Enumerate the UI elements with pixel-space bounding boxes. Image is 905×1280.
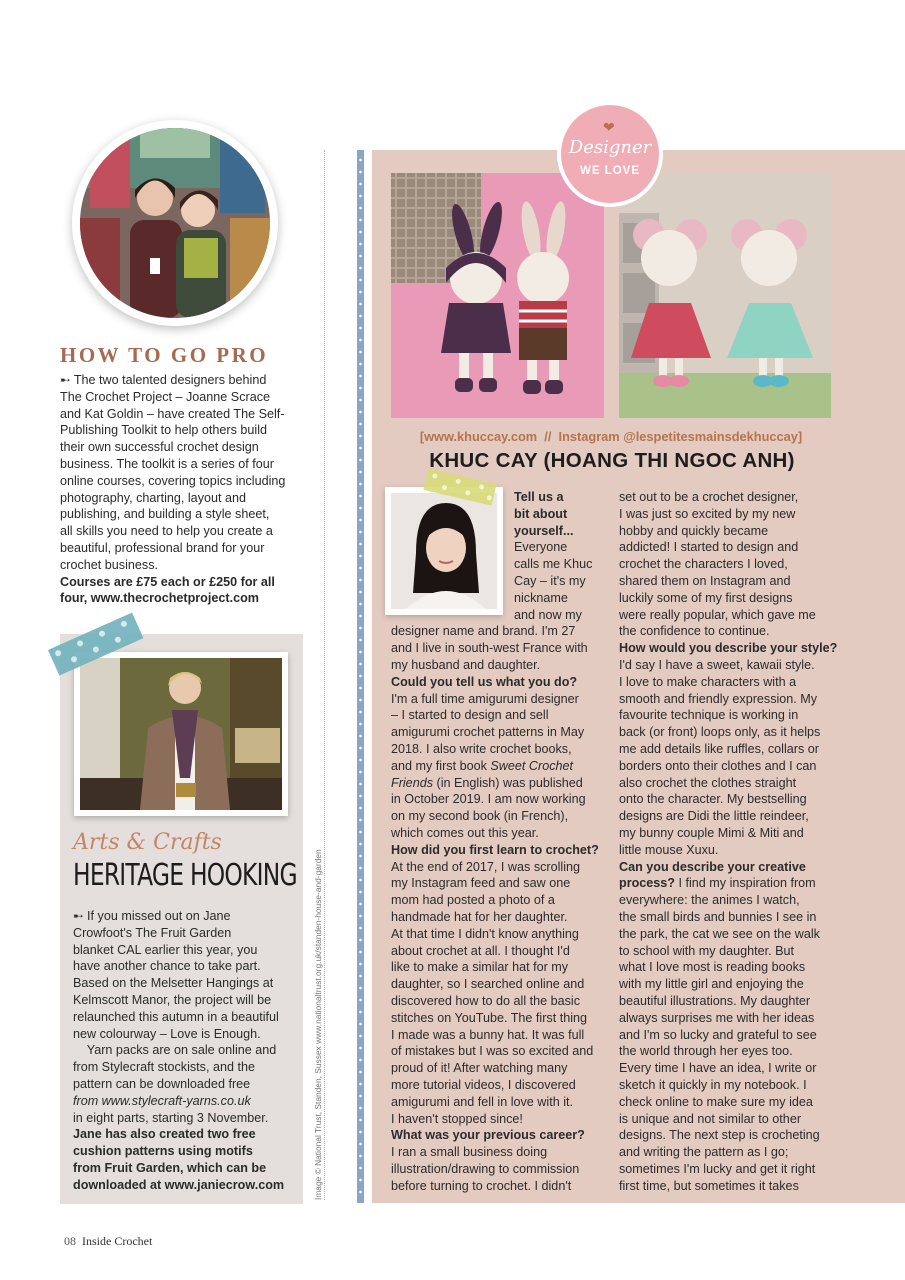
pro-line: business. The toolkit is a series of four — [60, 456, 274, 471]
heart-icon: ❤ — [603, 119, 615, 135]
heritage-line: Based on the Melsetter Hangings at — [73, 976, 274, 991]
col2-line: the world through her eyes too. — [619, 1044, 793, 1059]
arts-and-crafts-label: Arts & Crafts — [73, 830, 222, 855]
col2-line: shared them on Instagram and — [619, 574, 791, 588]
col1-line: my husband and daughter. — [391, 658, 541, 672]
col1-line: bit about — [514, 506, 568, 521]
col1-line: mom had posted a photo of a — [391, 893, 555, 908]
col2-line: to school with my daughter. But — [619, 943, 795, 958]
heritage-line: pattern can be downloaded free — [73, 1076, 251, 1091]
col1-line: At the end of 2017, I was scrolling — [391, 859, 581, 874]
pro-line: crochet business. — [60, 557, 159, 572]
bunny-couple-illustration — [391, 173, 604, 418]
heritage-line: Crowfoot's The Fruit Garden — [73, 925, 232, 940]
col2-line: everywhere: the animes I watch, — [619, 893, 800, 908]
col2-line: sometimes I'm lucky and get it right — [619, 1162, 816, 1176]
col1-line: What was your previous career? — [391, 1128, 585, 1143]
col1-line: Could you tell us what you do? — [391, 674, 578, 689]
col1-line: my Instagram feed and saw one — [391, 876, 571, 891]
col2-line: also crochet the clothes straight — [619, 775, 797, 790]
heritage-line: from www.stylecraft-yarns.co.uk — [73, 1093, 251, 1108]
badge-script: Designer — [568, 137, 652, 158]
col1-line: calls me Khuc — [514, 557, 593, 572]
pro-line: their own successful crochet design — [60, 440, 259, 455]
pro-line: photography, charting, layout and — [60, 490, 247, 505]
col1-line: and now my — [514, 607, 582, 622]
designers-photo-illustration — [80, 128, 270, 318]
col1-line: designer name and brand. I'm 27 — [391, 624, 576, 639]
col1-line: Everyone — [514, 540, 568, 555]
col2-line: were really popular, which gave me — [619, 607, 816, 622]
col2-line: the park, the cat we see on the walk — [619, 926, 820, 941]
col2-line: borders onto their clothes and I can — [619, 758, 817, 773]
heritage-bold-line: from Fruit Garden, which can be — [73, 1160, 267, 1175]
bunny-couple-photo — [391, 173, 604, 418]
pro-line: publishing, and building a style sheet, — [60, 507, 270, 522]
col1-line: I'm a full time amigurumi designer — [391, 691, 579, 706]
designer-name-heading: KHUC CAY (HOANG THI NGOC ANH) — [429, 449, 795, 472]
heritage-line: from Stylecraft stockists, and the — [73, 1060, 255, 1075]
col2-line: back (or front) loops only, as it helps — [619, 725, 821, 740]
col2-line: designs are Didi the little reindeer, — [619, 809, 809, 824]
col2-line: always surprises me with her ideas — [619, 1010, 815, 1025]
jane-crowfoot-photo — [74, 652, 288, 816]
col1-line: like to make a similar hat for my — [391, 960, 569, 975]
col1-line: illustration/drawing to commission — [391, 1162, 580, 1176]
designers-photo — [72, 120, 278, 326]
col2-line: How would you describe your style? — [619, 641, 838, 656]
col1-line: before turning to crochet. I didn't — [391, 1178, 572, 1193]
col2-line: my bunny couple Mimi & Miti and — [619, 826, 804, 840]
col2-line: set out to be a crochet designer, — [619, 490, 799, 504]
col2-line: little mouse Xuxu. — [619, 842, 719, 857]
col2-line: with my little girl and enjoying the — [619, 977, 804, 992]
image-credit: Image © National Trust, Standen, Sussex www.nationaltrust.org.uk/standen-house-and-garden — [313, 849, 323, 1200]
col2-line: process? I find my inspiration from — [619, 876, 816, 891]
col1-line: about crochet at all. I thought I'd — [391, 943, 570, 958]
khuc-cay-portrait — [385, 487, 503, 615]
heritage-line: have another chance to take part. — [73, 959, 261, 974]
heritage-hooking-title: HERITAGE HOOKING — [73, 858, 297, 893]
col1-line: in October 2019. I am now working — [391, 792, 586, 807]
col1-line: and my first book Sweet Crochet — [391, 758, 574, 773]
stripe-dots — [358, 154, 363, 1200]
col1-line: yourself... — [514, 523, 574, 538]
col2-line: Every time I have an idea, I write or — [619, 1061, 817, 1076]
col2-line: first time, but sometimes it takes — [619, 1178, 799, 1193]
col1-line: which comes out this year. — [391, 826, 539, 840]
magazine-name: Inside Crochet — [82, 1234, 153, 1248]
col1-line: on my second book (in French), — [391, 809, 569, 824]
badge-caption: WE LOVE — [579, 165, 641, 177]
heritage-hooking-text — [73, 908, 295, 1194]
col2-line: addicted! I started to design and — [619, 540, 799, 555]
col1-line: amigurumi and fell in love with it. — [391, 1094, 573, 1109]
col2-line: hobby and quickly became — [619, 523, 769, 538]
mouse-dolls-photo — [619, 173, 831, 418]
col1-line: 2018. I also write crochet books, — [391, 742, 572, 756]
col1-line: Friends (in English) was published — [391, 775, 583, 790]
pro-line: beautiful, professional brand for your — [60, 540, 265, 555]
col2-line: onto the character. My bestselling — [619, 792, 807, 807]
col1-line: stitches on YouTube. The first thing — [391, 1010, 588, 1025]
mouse-dolls-illustration — [619, 173, 831, 418]
heritage-line: new colourway – Love is Enough. — [73, 1026, 261, 1041]
col1-line: more tutorial videos, I discovered — [391, 1078, 576, 1092]
col2-line: the confidence to continue. — [619, 624, 770, 639]
col1-line: proud of it! After watching many — [391, 1061, 568, 1076]
designer-we-love-badge — [557, 101, 663, 207]
heritage-line: ➸ If you missed out on Jane — [73, 909, 231, 923]
col1-line: handmade hat for her daughter. — [391, 910, 568, 924]
col1-line: of mistakes but I was so excited and — [391, 1044, 594, 1059]
col1-line: daughter, so I searched online and — [391, 977, 585, 992]
col1-line: Cay – it's my — [514, 574, 586, 588]
col1-line: discovered how to do all the basic — [391, 994, 581, 1008]
pro-line: and Kat Goldin – have created The Self- — [60, 406, 285, 421]
col2-line: luckily some of my first designs — [619, 590, 793, 605]
col2-line: smooth and friendly expression. My — [619, 691, 818, 706]
col1-line: nickname — [514, 590, 568, 605]
col1-line: – I started to design and sell — [391, 708, 549, 723]
col1-line: and I live in south-west France with — [391, 641, 588, 656]
col2-line: designs. The next step is crocheting — [619, 1128, 820, 1143]
col1-line: How did you first learn to crochet? — [391, 842, 599, 857]
heritage-line: in eight parts, starting 3 November. — [73, 1110, 269, 1125]
col2-line: crochet the characters I loved, — [619, 557, 788, 572]
pro-bold-line: four, www.thecrochetproject.com — [60, 591, 259, 606]
pro-line: Publishing Toolkit to help others build — [60, 423, 267, 438]
col2-line: and I'm so lucky and grateful to see — [619, 1027, 817, 1042]
designer-web-links: [www.khuccay.com // Instagram @lespetitesmainsdekhuccay] — [419, 429, 803, 444]
pro-line: online courses, covering topics including — [60, 473, 286, 488]
pro-line: The Crochet Project – Joanne Scrace — [60, 389, 271, 404]
jane-crowfoot-illustration — [80, 658, 282, 810]
col1-line: I made was a bunny hat. It was full — [391, 1027, 585, 1042]
pro-line: ➸ The two talented designers behind — [60, 373, 267, 387]
col1-line: I ran a small business doing — [391, 1145, 548, 1160]
col2-line: I love to make characters with a — [619, 674, 797, 689]
page-footer — [64, 1234, 152, 1249]
col2-line: and writing the pattern as I go; — [619, 1145, 789, 1160]
col2-line: is unique and not similar to other — [619, 1111, 802, 1126]
col2-line: Can you describe your creative — [619, 859, 806, 874]
portrait-illustration — [391, 493, 497, 609]
heritage-bold-line: downloaded at www.janiecrow.com — [73, 1177, 285, 1192]
heritage-bold-line: cushion patterns using motifs — [73, 1144, 253, 1159]
col2-line: me add details like ruffles, collars or — [619, 742, 819, 756]
pro-bold-line: Courses are £75 each or £250 for all — [60, 574, 275, 589]
col2-line: favourite technique is working in — [619, 708, 799, 723]
col1-line: At that time I didn't know anything — [391, 926, 579, 941]
heritage-line: Yarn packs are on sale online and — [73, 1043, 277, 1058]
col2-line: sketch it quickly in my notebook. I — [619, 1078, 807, 1092]
col2-line: I was just so excited by my new — [619, 506, 796, 521]
col2-line: check online to make sure my idea — [619, 1094, 813, 1109]
pro-line: all skills you need to help you create a — [60, 524, 273, 539]
heritage-line: Kelmscott Manor, the project will be — [73, 992, 272, 1007]
how-to-go-pro-heading: HOW TO GO PRO — [60, 343, 269, 367]
heritage-line: blanket CAL earlier this year, you — [73, 942, 258, 957]
how-to-go-pro-text — [60, 372, 306, 607]
col1-line: I haven't stopped since! — [391, 1111, 523, 1126]
heritage-bold-line: Jane has also created two free — [73, 1127, 256, 1142]
col2-line: I'd say I have a sweet, kawaii style. — [619, 658, 815, 672]
col2-line: what I love most is reading books — [619, 960, 806, 975]
column-divider — [324, 150, 325, 1200]
col1-line: Tell us a — [514, 490, 564, 504]
col2-line: beautiful illustrations. My daughter — [619, 994, 811, 1008]
col2-line: the small birds and bunnies I see in — [619, 910, 817, 924]
heritage-line: relaunched this autumn in a beautiful — [73, 1009, 279, 1024]
page-number: 08 — [64, 1234, 76, 1248]
col1-line: amigurumi crochet patterns in May — [391, 725, 585, 740]
